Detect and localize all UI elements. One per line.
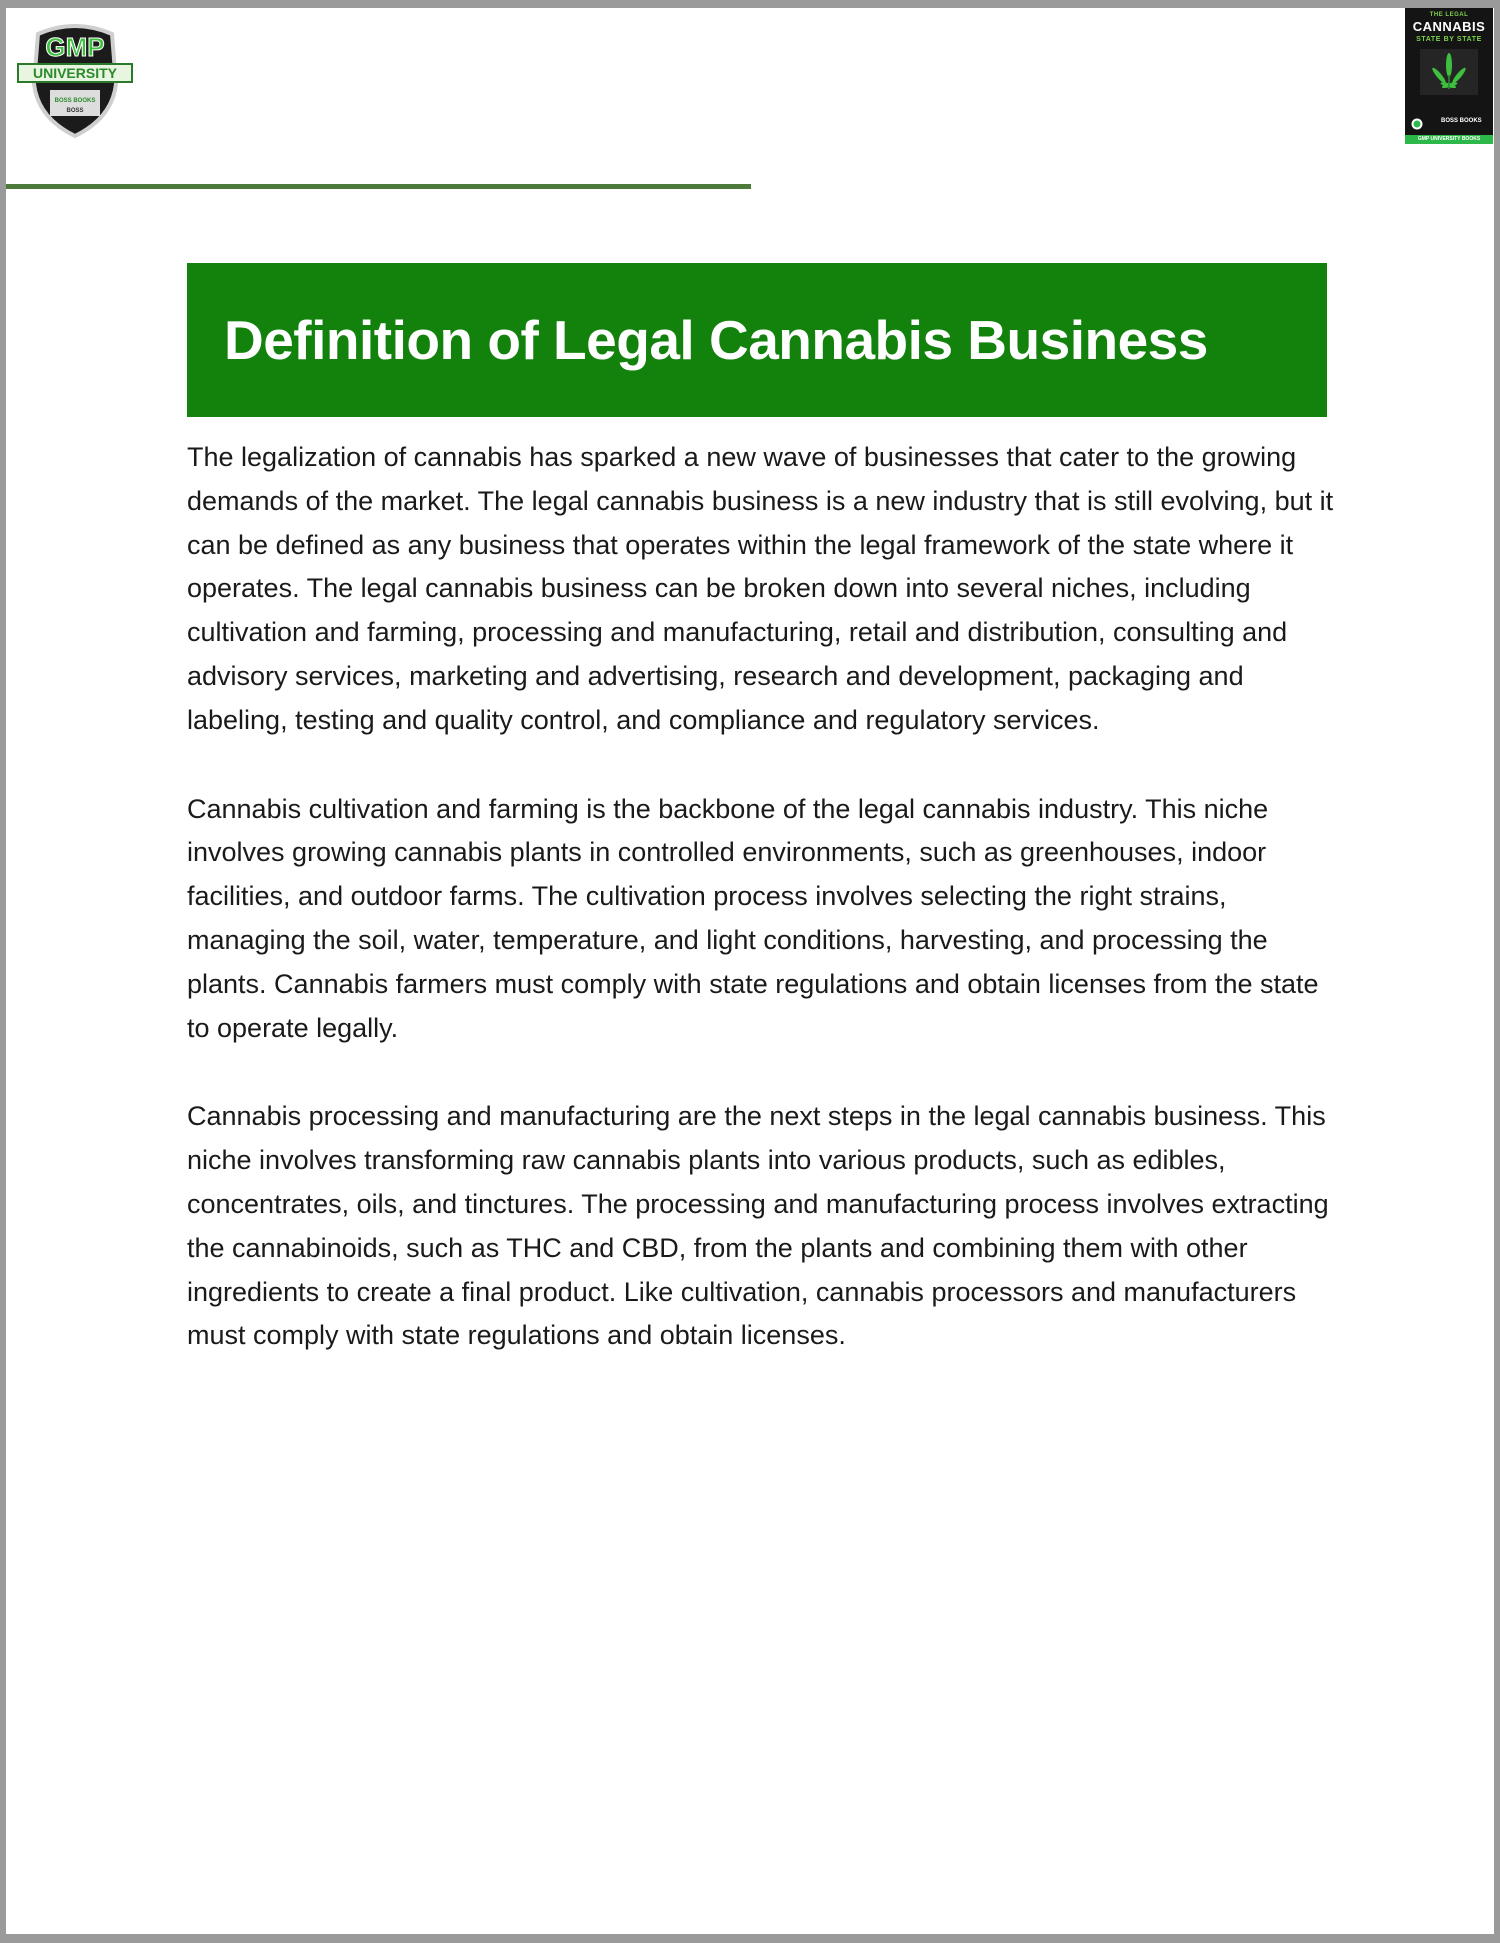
header-divider [6, 184, 751, 189]
paragraph-3: Cannabis processing and manufacturing are the next steps in the legal cannabis business. This niche involves transforming raw cannabis plants into various products, such as edibles, concentrates, oils, and tinctures. The processing and manufacturing process involves extracting the cannabinoids, such as THC and CBD, from the plants and combining them with other ingredients to create a final product. Like cultivation, cannabis processors and manufacturers must comply with state regulations and obtain licenses. [187, 1101, 1329, 1351]
paragraph-1: The legalization of cannabis has sparked a new wave of businesses that cater to the growing demands of the market. The legal cannabis business is a new industry that is still evolving, but it can be defined as any business that operates within the legal framework of the state where it operates. The legal cannabis business can be broken down into several niches, including cultivation and farming, processing and manufacturing, retail and distribution, consulting and advisory services, marketing and advertising, research and development, packaging and labeling, testing and quality control, and compliance and regulatory services. [187, 442, 1334, 735]
svg-text:BOSS: BOSS [66, 108, 84, 114]
svg-text:GMP: GMP [45, 32, 105, 62]
cannabis-leaf-icon [1420, 49, 1478, 95]
section-banner [187, 263, 1327, 417]
book-cover-thumbnail [1405, 8, 1493, 144]
cover-badge-icon [1411, 117, 1423, 129]
section-body [187, 436, 1337, 1403]
cover-footer: GMP UNIVERSITY BOOKS [1405, 135, 1493, 144]
section-title: Definition of Legal Cannabis Business [224, 309, 1208, 371]
svg-text:BOSS BOOKS: BOSS BOOKS [54, 98, 96, 104]
cover-top-line: THE LEGAL [1429, 12, 1469, 18]
cover-subtitle: STATE BY STATE [1416, 36, 1482, 43]
svg-text:UNIVERSITY: UNIVERSITY [32, 65, 118, 81]
paragraph-2: Cannabis cultivation and farming is the backbone of the legal cannabis industry. This niche involves growing cannabis plants in controlled environments, such as greenhouses, indoor facilities, and outdoor farms. The cultivation process involves selecting the right strains, managing the soil, water, temperature, and light conditions, harvesting, and processing the plants. Cannabis farmers must comply with state regulations and obtain licenses from the state to operate legally. [187, 793, 1319, 1043]
document-page [6, 8, 1494, 1934]
gmp-university-logo [16, 14, 134, 142]
cover-author: BOSS BOOKS [1441, 118, 1482, 124]
cover-title: CANNABIS [1412, 19, 1486, 34]
